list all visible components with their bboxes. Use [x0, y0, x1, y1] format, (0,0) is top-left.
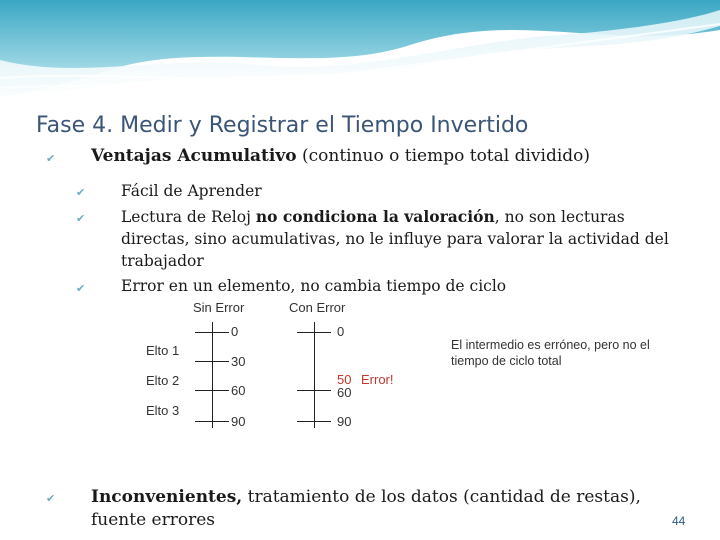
- tick-mark: [297, 421, 331, 422]
- tick-mark: [297, 332, 331, 333]
- col1-header: Sin Error: [193, 300, 245, 315]
- bullet-icon: ✔: [76, 186, 86, 199]
- bullet-lectura: [121, 206, 681, 272]
- heading-prefix: Ventajas Acumulativo: [91, 146, 297, 166]
- element-label: Elto 3: [146, 403, 180, 418]
- bullet-icon: ✔: [46, 492, 56, 505]
- header-wave-decoration: [0, 0, 720, 100]
- bullet-icon: ✔: [76, 282, 86, 295]
- element-label: Elto 2: [146, 373, 180, 388]
- inconvenientes-bold: Inconvenientes,: [91, 487, 243, 507]
- bullet-error: Error en un elemento, no cambia tiempo de ciclo: [121, 277, 507, 295]
- bullet-icon: ✔: [76, 212, 86, 225]
- bullet-inconvenientes: [91, 486, 651, 532]
- col2-value-error: 50: [337, 372, 352, 387]
- col2-value: 90: [337, 414, 352, 429]
- col2-value: 0: [337, 324, 345, 339]
- col2-header: Con Error: [289, 300, 346, 315]
- bullet-lectura-pre: Lectura de Reloj: [121, 208, 256, 226]
- timeline-con-error: [314, 322, 315, 428]
- slide-title: Fase 4. Medir y Registrar el Tiempo Invertido: [36, 113, 529, 138]
- col1-value: 90: [231, 414, 246, 429]
- error-label: Error!: [361, 372, 394, 387]
- timeline-sin-error: [212, 322, 213, 428]
- bullet-lectura-post: , no son lecturas directas, sino acumulativas, no le influye para valorar la actividad del trabajador: [121, 208, 669, 270]
- bullet-icon: ✔: [46, 152, 56, 165]
- heading-suffix: (continuo o tiempo total dividido): [296, 146, 591, 166]
- tick-mark: [297, 390, 331, 391]
- element-label: Elto 1: [146, 343, 180, 358]
- tick-mark: [195, 361, 229, 362]
- bullet-facil: Fácil de Aprender: [121, 182, 262, 200]
- inconvenientes-text: tratamiento de los datos (cantidad de restas), fuente errores: [91, 487, 641, 530]
- col1-value: 30: [231, 354, 246, 369]
- tick-mark: [195, 390, 229, 391]
- tick-mark: [195, 421, 229, 422]
- page-number: 44: [672, 514, 686, 528]
- heading-ventajas: [91, 145, 590, 167]
- bullet-lectura-bold: no condiciona la valoración: [255, 207, 495, 226]
- col1-value: 60: [231, 383, 246, 398]
- col2-value: 60: [337, 385, 352, 400]
- col1-value: 0: [231, 324, 239, 339]
- tick-mark: [195, 332, 229, 333]
- diagram-note: El intermedio es erróneo, pero no el tiempo de ciclo total: [451, 338, 650, 368]
